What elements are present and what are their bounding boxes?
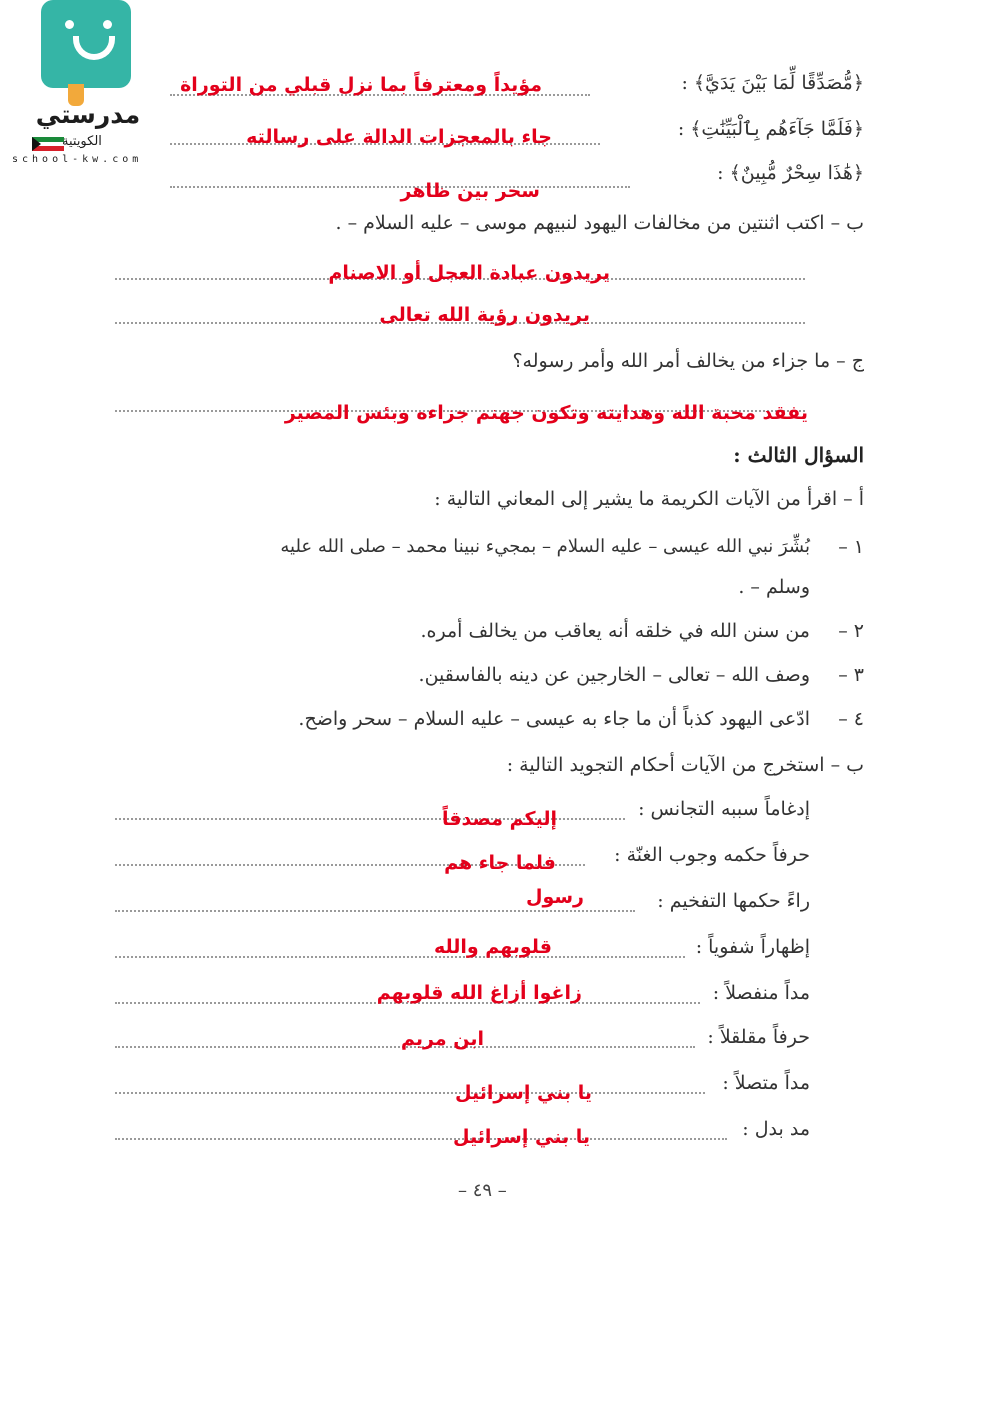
q3-item-3-text: وصف الله – تعالى – الخارجين عن دينه بالفاسقين. (418, 664, 810, 686)
q3-item-2-number: ٢ – (838, 620, 864, 642)
verse-2: ﴿فَلَمَّا جَآءَهُم بِٱلْبَيِّنَٰتِ﴾ : (677, 118, 864, 140)
logo-url: school-kw.com (12, 154, 143, 165)
logo-tile-icon (41, 0, 131, 88)
page-number: – ٤٩ – (458, 1180, 507, 1201)
answer-line (115, 910, 635, 912)
q3-item-4-text: ادّعى اليهود كذباً أن ما جاء به عيسى – عليه السلام – سحر واضح. (298, 708, 810, 730)
logo-subtitle: الكويتية (62, 134, 102, 149)
part-b-answer-2: يريدون رؤية الله تعالى (379, 304, 590, 326)
q3-item-1-text: بُشِّرَ نبي الله عيسى – عليه السلام – بمجيء نبينا محمد – صلى الله عليه (280, 536, 810, 557)
part-b-question: ب – اكتب اثنتين من مخالفات اليهود لنبيهم موسى – عليه السلام – . (335, 212, 864, 234)
answer-line (115, 1138, 727, 1140)
q3-item-1-text-cont: وسلم – . (738, 576, 810, 598)
tajweed-label-4: إظهاراً شفوياً : (695, 936, 810, 958)
tajweed-label-8: مد بدل : (742, 1118, 810, 1140)
q3-item-3-number: ٣ – (838, 664, 864, 686)
tajweed-answer-4: قلوبهم والله (433, 936, 552, 958)
tajweed-label-1: إدغاماً سببه التجانس : (638, 798, 810, 820)
tajweed-answer-1: إليكم مصدقاً (441, 808, 557, 830)
logo-name: مدرستي (35, 100, 141, 129)
tajweed-answer-7: يا بني إسرائيل (455, 1082, 592, 1104)
tajweed-label-5: مداً منفصلاً : (712, 982, 810, 1004)
logo-eye-icon (65, 20, 74, 29)
answer-verse-1: مؤيداً ومعترفاً بما نزل قبلي من التوراة (180, 74, 542, 96)
tajweed-label-3: راءً حكمها التفخيم : (657, 890, 810, 912)
kuwait-flag-icon (32, 137, 64, 151)
tajweed-label-7: مداً متصلاً : (722, 1072, 810, 1094)
q3-part-b-title: ب – استخرج من الآيات أحكام التجويد التالية : (506, 754, 864, 776)
part-c-answer: يفقد محبة الله وهدايته وتكون جهنم جزاءه وبئس المصير (284, 402, 808, 424)
school-logo (10, 0, 170, 172)
tajweed-label-6: حرفاً مقلقلاً : (707, 1026, 810, 1048)
part-c-question: ج – ما جزاء من يخالف أمر الله وأمر رسوله؟ (512, 350, 864, 372)
answer-verse-2: جاء بالمعجزات الدالة على رسالته (246, 126, 552, 148)
q3-item-1-number: ١ – (838, 536, 864, 558)
part-b-answer-1: يريدون عبادة العجل أو الاصنام (328, 262, 610, 284)
tajweed-answer-3: رسول (525, 886, 584, 908)
q3-item-4-number: ٤ – (838, 708, 864, 730)
answer-verse-3: سحر بين ظاهر (400, 180, 540, 202)
tajweed-answer-2: فلما جاء هم (444, 852, 556, 874)
logo-eye-icon (103, 20, 112, 29)
tajweed-answer-8: يا بني إسرائيل (453, 1126, 590, 1148)
verse-3: ﴿هَٰذَا سِحْرٌ مُّبِينٌ﴾ : (717, 162, 864, 184)
q3-part-a-title: أ – اقرأ من الآيات الكريمة ما يشير إلى المعاني التالية : (434, 488, 864, 510)
answer-line (115, 956, 685, 958)
verse-1: ﴿مُّصَدِّقًا لِّمَا بَيْنَ يَدَيَّ﴾ : (681, 72, 864, 94)
logo-smile-icon (73, 36, 115, 60)
answer-line (115, 1092, 705, 1094)
tajweed-label-2: حرفاً حكمه وجوب الغنّة : (614, 844, 810, 866)
q3-item-2-text: من سنن الله في خلقه أنه يعاقب من يخالف أمره. (420, 620, 810, 642)
tajweed-answer-6: ابن مريم (401, 1028, 484, 1050)
question-3-heading: السؤال الثالث : (733, 443, 864, 467)
tajweed-answer-5: زاغوا أزاغ الله قلوبهم (376, 982, 582, 1004)
